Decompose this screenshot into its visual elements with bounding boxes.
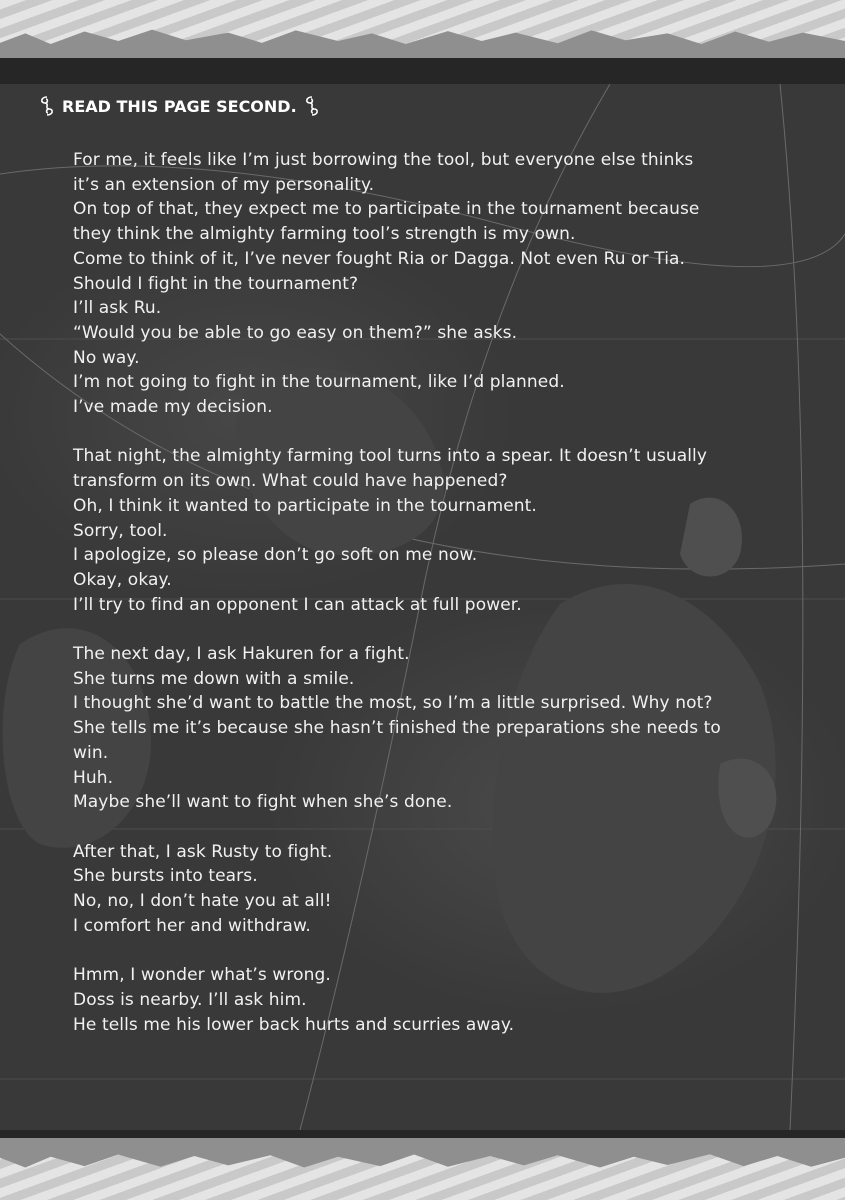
text-line: Come to think of it, I’ve never fought Ria or Dagga. Not even Ru or Tia. (73, 248, 686, 269)
swirl-ornament-icon (303, 95, 321, 117)
text-line: I apologize, so please don’t go soft on me now. (73, 545, 478, 566)
paragraph (73, 963, 773, 1037)
text-line: That night, the almighty farming tool turns into a spear. It doesn’t usually (73, 446, 708, 467)
text-line: Maybe she’ll want to fight when she’s done. (73, 792, 453, 813)
section-heading (38, 94, 321, 118)
text-line: She turns me down with a smile. (73, 668, 355, 689)
text-line: win. (73, 742, 109, 763)
text-line: I thought she’d want to battle the most, so I’m a little surprised. Why not? (73, 693, 713, 714)
text-line: I’ve made my decision. (73, 397, 273, 418)
text-line: She tells me it’s because she hasn’t finished the preparations she needs to (73, 718, 721, 739)
text-line: After that, I ask Rusty to fight. (73, 841, 333, 862)
swirl-ornament-icon (38, 95, 56, 117)
paragraph (73, 840, 773, 939)
heading-text: READ THIS PAGE SECOND. (62, 96, 297, 116)
paragraph (73, 444, 773, 617)
text-line: it’s an extension of my personality. (73, 174, 375, 195)
paragraph (73, 642, 773, 815)
text-line: Should I fight in the tournament? (73, 273, 359, 294)
text-line: The next day, I ask Hakuren for a fight. (73, 644, 410, 665)
paragraph (73, 148, 773, 420)
text-line: I’ll ask Ru. (73, 298, 162, 319)
text-line: He tells me his lower back hurts and scurries away. (73, 1014, 515, 1035)
text-line: No, no, I don’t hate you at all! (73, 891, 332, 912)
text-line: Huh. (73, 767, 114, 788)
text-line: transform on its own. What could have happened? (73, 471, 508, 492)
text-line: She bursts into tears. (73, 866, 258, 887)
text-line: Oh, I think it wanted to participate in the tournament. (73, 495, 537, 516)
text-line: I’m not going to fight in the tournament, like I’d planned. (73, 372, 565, 393)
text-line: I’ll try to find an opponent I can attack at full power. (73, 594, 522, 615)
text-line: I comfort her and withdraw. (73, 915, 311, 936)
text-line: Hmm, I wonder what’s wrong. (73, 965, 331, 986)
top-dark-bar (0, 58, 845, 84)
text-line: Sorry, tool. (73, 520, 168, 541)
text-line: On top of that, they expect me to participate in the tournament because (73, 199, 700, 220)
story-text (73, 148, 773, 1062)
text-line: “Would you be able to go easy on them?” she asks. (73, 322, 518, 343)
text-line: For me, it feels like I’m just borrowing the tool, but everyone else thinks (73, 150, 694, 170)
text-line: they think the almighty farming tool’s strength is my own. (73, 224, 576, 245)
text-line: Okay, okay. (73, 569, 172, 590)
text-line: Doss is nearby. I’ll ask him. (73, 989, 307, 1010)
text-line: No way. (73, 347, 140, 368)
